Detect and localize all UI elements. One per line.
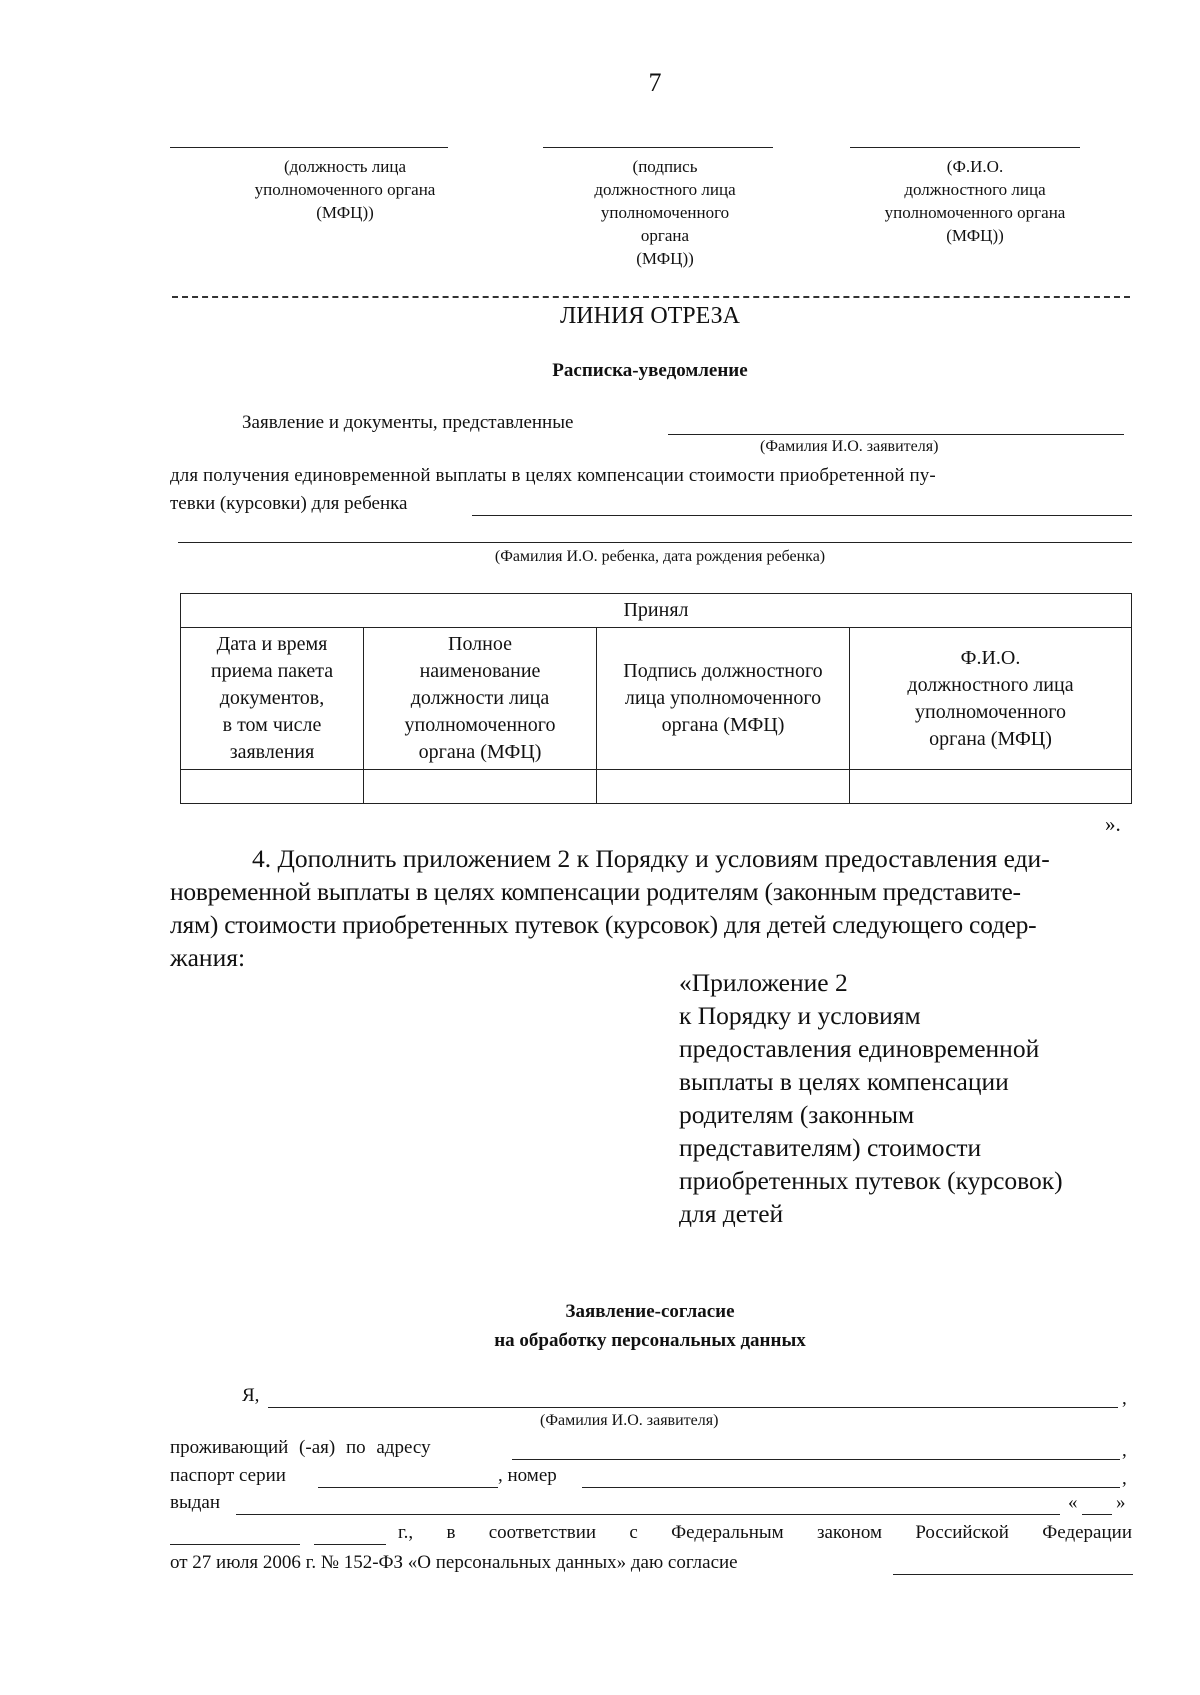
- signature-caption-position: (должность лица уполномоченного органа (МФЦ)): [254, 157, 436, 222]
- receipt-line3: тевки (курсовки) для ребенка: [170, 493, 408, 514]
- table-cell-empty: [181, 770, 364, 804]
- consent-comma: ,: [1122, 1388, 1127, 1409]
- quote-close: »: [1116, 1492, 1126, 1513]
- cut-line-label: ЛИНИЯ ОТРЕЗА: [560, 303, 740, 329]
- signature-caption-name: (Ф.И.О. должностного лица уполномоченного органа (МФЦ)): [884, 157, 1066, 245]
- passport-number-label: , номер: [498, 1465, 557, 1486]
- applicant-name-line: [668, 434, 1124, 435]
- table-column-position: Полное наименование должности лица уполномоченного органа (МФЦ): [364, 628, 597, 770]
- table-column-signature: Подпись должностного лица уполномоченного органа (МФЦ): [597, 628, 850, 770]
- address-line: [512, 1459, 1120, 1460]
- year-text: г., в соответствии с Федеральным законом Российской Федерации: [398, 1522, 1132, 1543]
- table-cell-empty: [364, 770, 597, 804]
- receipt-line2: для получения единовременной выплаты в целях компенсации стоимости приобретенной пу-: [170, 465, 936, 486]
- consent-applicant-caption: (Фамилия И.О. заявителя): [540, 1412, 719, 1429]
- receipt-line1: Заявление и документы, представленные: [242, 412, 574, 433]
- table-column-name: Ф.И.О. должностного лица уполномоченного органа (МФЦ): [850, 628, 1132, 770]
- issued-label: выдан: [170, 1492, 221, 1513]
- signature-line-position: [170, 147, 448, 148]
- table-cell-empty: [597, 770, 850, 804]
- month-line: [170, 1544, 300, 1545]
- issued-line: [236, 1514, 1060, 1515]
- closing-quote: ».: [1105, 812, 1121, 836]
- acceptance-table: [180, 593, 1132, 804]
- consent-i-label: Я,: [242, 1385, 260, 1406]
- child-line-2: [178, 542, 1132, 543]
- law-text: от 27 июля 2006 г. № 152-ФЗ «О персональных данных» даю согласие: [170, 1552, 738, 1573]
- table-header: Принял: [181, 594, 1132, 628]
- passport-comma: ,: [1122, 1468, 1127, 1489]
- appendix-header: «Приложение 2 к Порядку и условиям предоставления единовременной выплаты в целях компенсации родителям (законным представителям) стоимости приобретенных путевок (курсовок) для детей: [679, 968, 1063, 1228]
- consent-name-line: [268, 1407, 1118, 1408]
- applicant-caption: (Фамилия И.О. заявителя): [760, 438, 939, 455]
- cut-line: [172, 296, 1130, 298]
- passport-series-line: [318, 1487, 498, 1488]
- consent-line: [893, 1574, 1133, 1575]
- year-line: [314, 1544, 386, 1545]
- passport-series-label: паспорт серии: [170, 1465, 286, 1486]
- table-column-date: Дата и время приема пакета документов, в том числе заявления: [181, 628, 364, 770]
- paragraph-4: 4. Дополнить приложением 2 к Порядку и условиям предоставления еди- новременной выплаты в целях компенсации родителям (законным представите- лям) стоимости приобретенных путевок (курсовок) для детей следующего содер- жания:: [170, 844, 1050, 972]
- passport-number-line: [582, 1487, 1120, 1488]
- quote-open: «: [1068, 1492, 1078, 1513]
- page-number: 7: [648, 68, 662, 97]
- table-cell-empty: [850, 770, 1132, 804]
- day-line: [1082, 1514, 1112, 1515]
- consent-title: Заявление-согласие на обработку персональных данных: [494, 1301, 806, 1351]
- address-label: проживающий (-ая) по адресу: [170, 1437, 431, 1458]
- signature-line-name: [850, 147, 1080, 148]
- receipt-title: Расписка-уведомление: [552, 360, 748, 381]
- signature-line-signature: [543, 147, 773, 148]
- child-caption: (Фамилия И.О. ребенка, дата рождения ребенка): [494, 548, 826, 565]
- address-comma: ,: [1122, 1440, 1127, 1461]
- child-line-1: [472, 515, 1132, 516]
- signature-caption-signature: (подпись должностного лица уполномоченного органа (МФЦ)): [594, 157, 736, 268]
